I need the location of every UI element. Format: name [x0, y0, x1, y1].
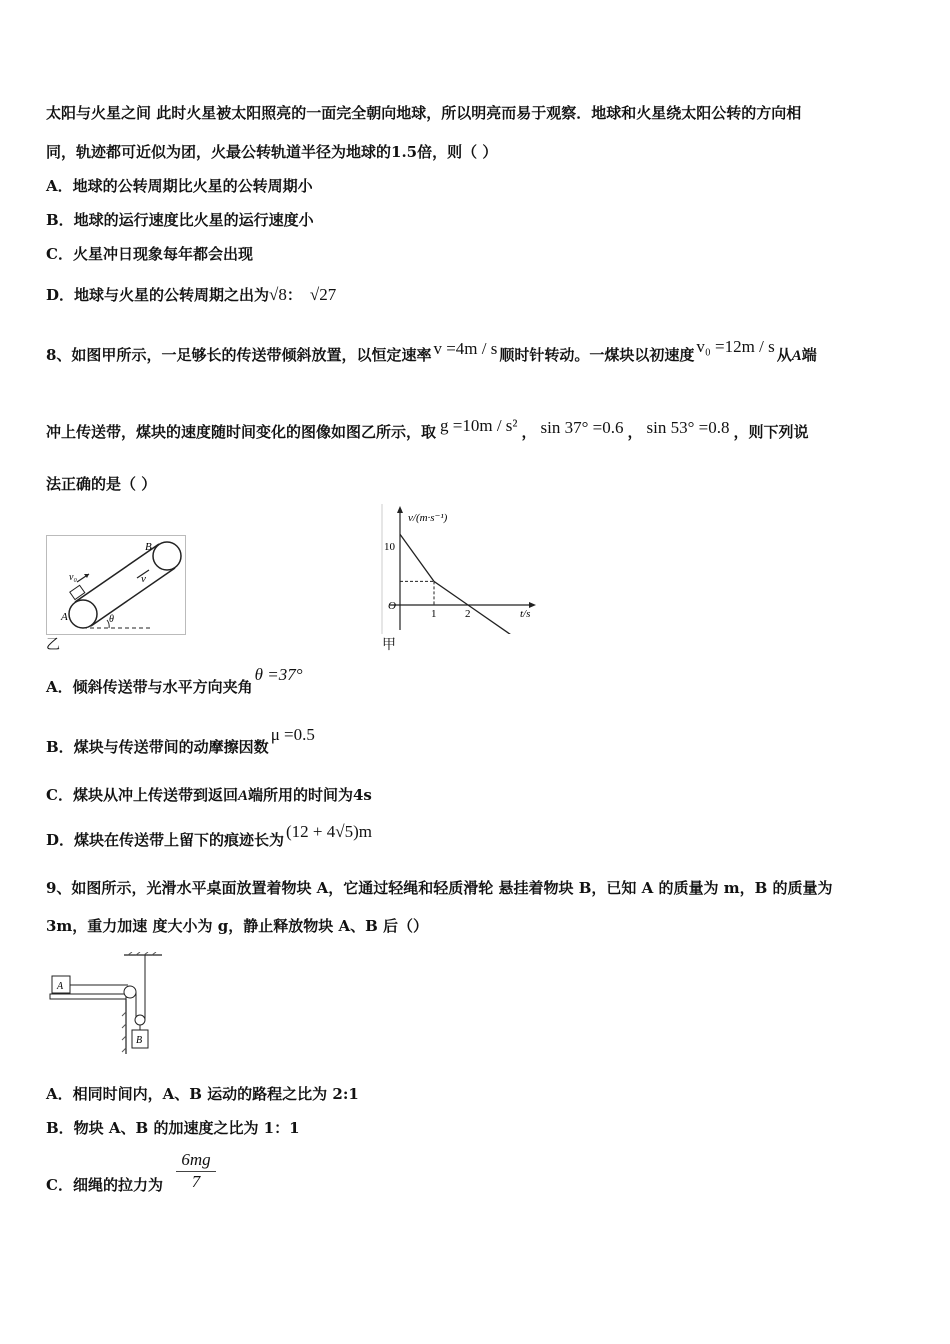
- q7-option-c: C．火星冲日现象每年都会出现: [46, 245, 253, 263]
- y-axis-label: v/(m·s⁻¹): [408, 512, 448, 524]
- vt-graph: [380, 504, 540, 634]
- q9-option-c-fraction: [176, 1150, 216, 1192]
- label-b: B: [145, 541, 152, 553]
- q8-l1-text-b: 顺时针转动。一煤块以初速度: [499, 346, 695, 364]
- q8-option-c-point: A: [237, 788, 248, 804]
- velocity-line: [400, 534, 512, 634]
- x-tick-2: 2: [465, 608, 471, 620]
- vt-graph-svg: [380, 504, 540, 634]
- q9-stem-line1: 9、如图所示，光滑水平桌面放置着物块 A，它通过轻绳和轻质滑轮 悬挂着物块 B，已知 A 的质量为 m，B 的质量为: [46, 879, 833, 897]
- q8-l1-math-v: v =4m / s: [433, 339, 498, 358]
- q8-l1-text-c: 从: [776, 346, 792, 364]
- q7-stem-line2: 同，轨迹都可近似为团，火最公转轨道半径为地球的1.5倍，则（ ）: [46, 143, 498, 161]
- fixed-pulley: [124, 986, 136, 998]
- q8-option-d: [46, 822, 372, 850]
- pulley-figure: [46, 952, 164, 1056]
- movable-pulley: [135, 1015, 145, 1025]
- q7-option-b: B．地球的运行速度比火星的运行速度小: [46, 211, 314, 229]
- q7-option-a: A．地球的公转周期比火星的公转周期小: [46, 177, 313, 195]
- q8-option-a: [46, 665, 303, 697]
- q8-l1-point-a: A: [791, 348, 802, 364]
- x-tick-1: 1: [431, 608, 437, 620]
- label-v0: v₀: [69, 572, 77, 583]
- q8-option-b: [46, 725, 315, 757]
- q8-option-b-text: B．煤块与传送带间的动摩擦因数: [46, 738, 269, 756]
- pulley-svg: [46, 952, 164, 1056]
- fig-yi-caption: 甲: [382, 637, 396, 653]
- q8-l2-text-a: 冲上传送带，煤块的速度随时间变化的图像如图乙所示，取: [46, 423, 437, 441]
- q8-l2-text-b: ，则下列说: [733, 423, 809, 441]
- y-tick-10: 10: [384, 541, 395, 553]
- lower-pulley: [69, 600, 97, 628]
- q8-option-a-math: θ =37°: [254, 665, 303, 684]
- q7-option-d-math2: √27: [309, 285, 337, 304]
- table-top: [50, 994, 126, 999]
- q9-option-b: B．物块 A、B 的加速度之比为 1：1: [46, 1119, 300, 1137]
- q8-option-c-text2: 端所用的时间为4s: [247, 786, 372, 804]
- q8-l2-math-g: g =10m / s²: [440, 416, 518, 435]
- q7-option-d: [46, 284, 336, 305]
- upper-pulley: [153, 542, 181, 570]
- conveyor-svg: [47, 536, 185, 634]
- block-b-label: B: [136, 1035, 143, 1046]
- q8-l2-math-sin37: sin 37° =0.6: [540, 418, 624, 437]
- fig-jia-caption: 乙: [46, 637, 60, 653]
- q8-option-c: [46, 784, 372, 805]
- label-a: A: [61, 611, 68, 623]
- q9-option-a: A．相同时间内，A、B 运动的路程之比为 2:1: [46, 1085, 359, 1103]
- block-a-label: A: [57, 981, 64, 992]
- label-theta: θ: [109, 614, 114, 625]
- q8-stem-line3: 法正确的是（ ）: [46, 475, 157, 493]
- q7-stem-line1: 太阳与火星之间 此时火星被太阳照亮的一面完全朝向地球，所以明亮而易于观察．地球和火星绕太阳公转的方向相: [46, 104, 802, 122]
- q8-option-b-math: μ =0.5: [270, 725, 315, 744]
- q8-stem-line1: [46, 337, 817, 365]
- q7-option-d-sep: ：: [286, 286, 302, 304]
- q8-l1-math-v0: v₀ =12m / s: [696, 337, 775, 356]
- q8-l1-text-a: 8、如图甲所示，一足够长的传送带倾斜放置，以恒定速率: [46, 346, 432, 364]
- q9-stem-line2: 3m，重力加速 度大小为 g，静止释放物块 A、B 后（）: [46, 917, 429, 935]
- q8-l2-comma2: ，: [627, 423, 643, 441]
- q8-l2-comma1: ，: [521, 423, 537, 441]
- q7-option-d-text: D．地球与火星的公转周期之出为: [46, 286, 270, 304]
- x-axis-label: t/s: [520, 608, 531, 620]
- q8-option-d-text: D．煤块在传送带上留下的痕迹长为: [46, 831, 285, 849]
- q8-l2-math-sin53: sin 53° =0.8: [646, 418, 730, 437]
- conveyor-figure: [46, 535, 186, 635]
- label-v: v: [141, 573, 146, 585]
- q9-option-c: [46, 1174, 163, 1195]
- belt-bottom: [91, 568, 175, 626]
- q8-option-c-text: C．煤块从冲上传送带到返回: [46, 786, 238, 804]
- q8-stem-line2: [46, 416, 809, 442]
- origin-label: O: [388, 600, 396, 612]
- q8-option-d-math: (12 + 4√5)m: [286, 822, 372, 841]
- q9-option-c-text: C．细绳的拉力为: [46, 1176, 163, 1194]
- q9-fraction-numerator: 6mg: [176, 1150, 216, 1172]
- y-axis-arrow: [397, 506, 403, 513]
- q7-option-d-math1: √8: [269, 285, 287, 304]
- q8-l1-text-d: 端: [801, 346, 817, 364]
- q9-fraction-denominator: 7: [191, 1172, 201, 1191]
- q8-option-a-text: A．倾斜传送带与水平方向夹角: [46, 678, 253, 696]
